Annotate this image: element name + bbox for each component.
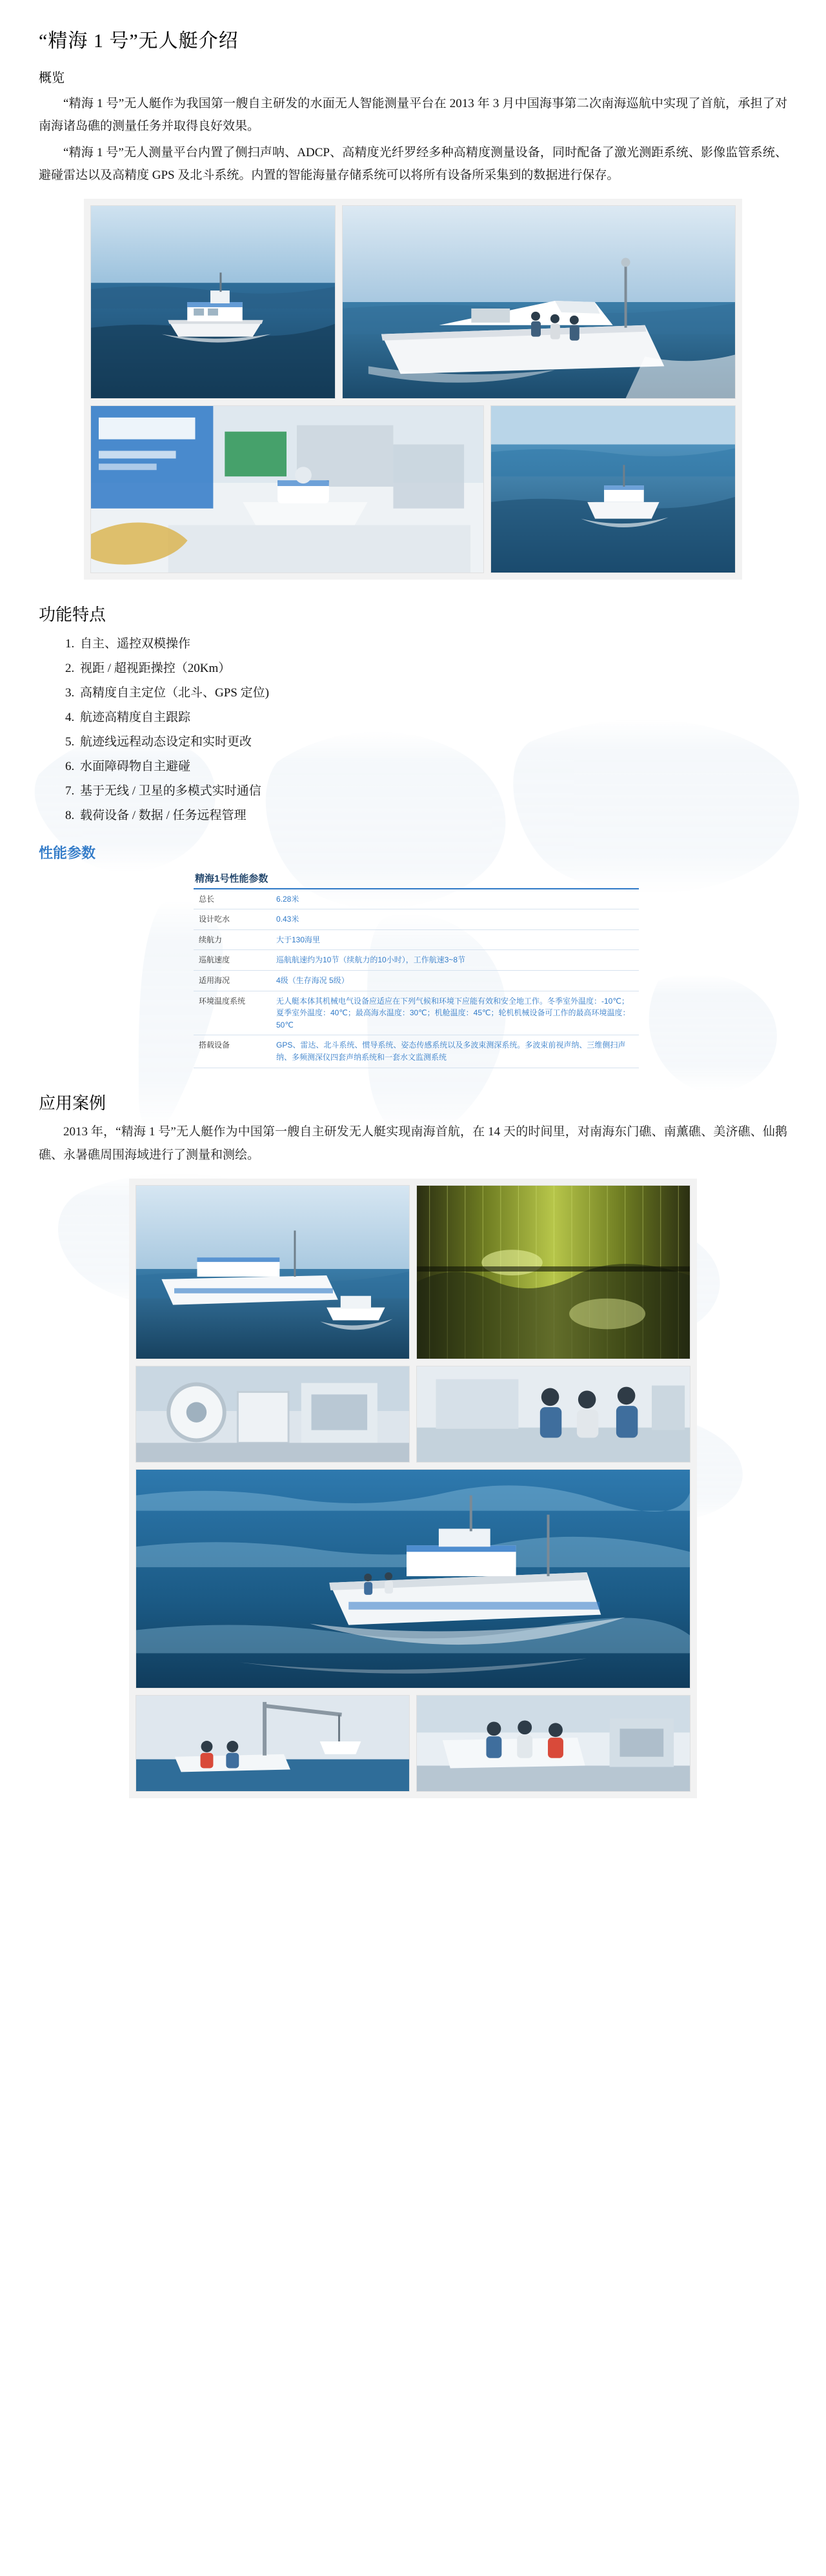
gallery-row [90, 205, 736, 399]
spec-table-wrapper [84, 869, 742, 1068]
table-row [194, 950, 639, 971]
spec-table-caption: 精海1号性能参数 [194, 869, 639, 889]
application-case-photo-gallery [129, 1179, 697, 1798]
feature-list [39, 632, 787, 828]
spec-key: 环境温度系统 [194, 991, 271, 1035]
photo-crew-work[interactable] [416, 1366, 690, 1463]
gallery-row [136, 1695, 690, 1792]
gallery-row [136, 1185, 690, 1359]
photo-deck-crew[interactable] [416, 1695, 690, 1792]
list-item: 8. 载荷设备 / 数据 / 任务远程管理 [77, 804, 787, 828]
photo-coastguard-ship-sea[interactable] [136, 1469, 690, 1689]
photo-launch-operation[interactable] [136, 1695, 410, 1792]
spec-key: 设计吃水 [194, 909, 271, 930]
photo-sonar-scan[interactable] [416, 1185, 690, 1359]
photo-exhibition-booth[interactable] [90, 405, 484, 573]
gallery-row [90, 405, 736, 573]
table-row [194, 970, 639, 991]
spec-key: 巡航速度 [194, 950, 271, 971]
list-item: 7. 基于无线 / 卫星的多模式实时通信 [77, 779, 787, 804]
spec-value: 0.43米 [271, 909, 639, 930]
gallery-row [136, 1366, 690, 1463]
spec-key: 总长 [194, 889, 271, 909]
list-item: 3. 高精度自主定位（北斗、GPS 定位) [77, 681, 787, 705]
unmanned-boat-photo-gallery [84, 199, 742, 580]
spec-value: 大于130海里 [271, 929, 639, 950]
table-row [194, 1035, 639, 1068]
spec-value: 6.28米 [271, 889, 639, 909]
list-item: 1. 自主、遥控双模操作 [77, 632, 787, 656]
overview-paragraph-2: “精海 1 号”无人测量平台内置了侧扫声呐、ADCP、高精度光纤罗经多种高精度测量设备，同时配备了激光测距系统、影像监管系统、避碰雷达以及高精度 GPS 及北斗系统。内置的智能海量存储系统可以将所有设备所采集到的数据进行保存。 [39, 146, 787, 183]
photo-deck-equipment[interactable] [136, 1366, 410, 1463]
spec-value: GPS、雷达、北斗系统、惯导系统、姿态传感系统以及多波束测深系统。多波束前视声纳、三维侧扫声纳、多频测深仪四套声纳系统和一套水文监测系统 [271, 1035, 639, 1068]
case-paragraph: 2013 年，“精海 1 号”无人艇作为中国第一艘自主研发无人艇实现南海首航，在 14 天的时间里，对南海东门礁、南薰礁、美济礁、仙鹅礁、永暑礁周围海域进行了测量和测绘。 [39, 1124, 787, 1162]
section-heading-performance: 性能参数 [39, 844, 96, 861]
list-item: 5. 航迹线远程动态设定和实时更改 [77, 730, 787, 755]
table-row [194, 889, 639, 909]
photo-boat-sea-left[interactable] [90, 205, 336, 399]
gallery-row [136, 1469, 690, 1689]
section-heading-features: 功能特点 [39, 605, 106, 624]
table-row [194, 991, 639, 1035]
spec-value: 巡航航速约为10节（续航力的10小时），工作航速3~8节 [271, 950, 639, 971]
spec-key: 续航力 [194, 929, 271, 950]
section-heading-case: 应用案例 [39, 1093, 106, 1113]
table-row [194, 909, 639, 930]
list-item: 2. 视距 / 超视距操控（20Km） [77, 656, 787, 681]
photo-boat-crew-right[interactable] [342, 205, 736, 399]
list-item: 6. 水面障碍物自主避碰 [77, 755, 787, 779]
performance-spec-table [194, 869, 639, 1068]
list-item: 4. 航迹高精度自主跟踪 [77, 705, 787, 730]
photo-boat-sea-aerial[interactable] [490, 405, 736, 573]
spec-key: 搭载设备 [194, 1035, 271, 1068]
overview-paragraph-1: “精海 1 号”无人艇作为我国第一艘自主研发的水面无人智能测量平台在 2013 年 3 月中国海事第二次南海巡航中实现了首航，承担了对南海诸岛礁的测量任务并取得良好效果。 [39, 97, 787, 134]
section-heading-overview: 概览 [39, 71, 65, 85]
page-title: “精海 1 号”无人艇介绍 [39, 30, 239, 52]
spec-key: 适用海况 [194, 970, 271, 991]
table-row [194, 929, 639, 950]
photo-boat-coastguard[interactable] [136, 1185, 410, 1359]
spec-value: 无人艇本体其机械电气设备应适应在下列气候和环境下应能有效和安全地工作。冬季室外温度：-10℃；夏季室外温度：40℃；最高海水温度：30℃；机舱温度：45℃；轮机机械设备可工作的最高环境温度：50℃ [271, 991, 639, 1035]
spec-value: 4级（生存海况 5级） [271, 970, 639, 991]
